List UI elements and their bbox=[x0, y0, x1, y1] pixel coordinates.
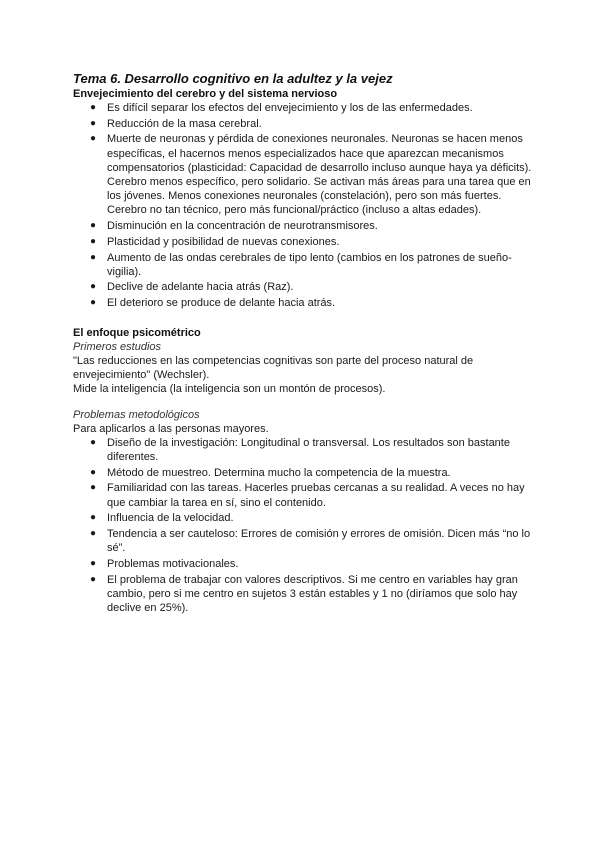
bullet-icon: ● bbox=[90, 220, 97, 232]
list-item: ● Diseño de la investigación: Longitudinal o transversal. Los resultados son bastante diferentes. bbox=[90, 436, 510, 464]
list-item: ● Tendencia a ser cauteloso: Errores de comisión y errores de omisión. Dicen más “no lo sé”. bbox=[90, 528, 531, 555]
list-item: ● Aumento de las ondas cerebrales de tipo lento (cambios en los patrones de sueño-vigilia). bbox=[90, 251, 512, 278]
list-item: ● Es difícil separar los efectos del envejecimiento y los de las enfermedades. bbox=[90, 102, 473, 114]
page-title: Tema 6. Desarrollo cognitivo en la adultez y la vejez bbox=[73, 71, 393, 86]
methodological-problems-list bbox=[73, 436, 533, 615]
list-item: ● Método de muestreo. Determina mucho la competencia de la muestra. bbox=[90, 466, 451, 479]
document-content bbox=[73, 71, 533, 617]
list-item: ● Familiaridad con las tareas. Hacerles pruebas cercanas a su realidad. A veces no hay que cambiar la tarea en sí, sino el contenido. bbox=[90, 482, 525, 509]
brain-aging-list bbox=[73, 101, 533, 310]
bullet-icon: ● bbox=[90, 512, 97, 524]
paragraph-wechsler-quote: "Las reducciones en las competencias cognitivas son parte del proceso natural de envejecimiento" (Wechsler). bbox=[73, 354, 474, 381]
bullet-icon: ● bbox=[90, 528, 97, 540]
list-item: ● Disminución en la concentración de neurotransmisores. bbox=[90, 220, 378, 233]
spacer bbox=[73, 312, 533, 326]
spacer bbox=[73, 396, 533, 408]
list-item: ● Declive de adelante hacia atrás (Raz). bbox=[90, 281, 294, 294]
bullet-icon: ● bbox=[90, 235, 97, 247]
subheading-methodological-problems: Problemas metodológicos bbox=[73, 408, 200, 421]
bullet-icon: ● bbox=[90, 482, 97, 494]
bullet-icon: ● bbox=[90, 133, 97, 145]
bullet-icon: ● bbox=[90, 117, 97, 129]
bullet-icon: ● bbox=[90, 466, 97, 478]
list-item: ● Influencia de la velocidad. bbox=[90, 512, 234, 525]
bullet-icon: ● bbox=[90, 297, 97, 309]
bullet-icon: ● bbox=[90, 251, 97, 263]
section-heading-psychometric: El enfoque psicométrico bbox=[73, 326, 201, 339]
bullet-icon: ● bbox=[90, 102, 97, 113]
paragraph-intelligence: Mide la inteligencia (la inteligencia son un montón de procesos). bbox=[73, 382, 386, 395]
section-heading-brain: Envejecimiento del cerebro y del sistema nervioso bbox=[73, 88, 338, 100]
paragraph-apply-elderly: Para aplicarlos a las personas mayores. bbox=[73, 422, 269, 435]
bullet-icon: ● bbox=[90, 557, 97, 569]
list-item: ● El deterioro se produce de delante hacia atrás. bbox=[90, 297, 336, 310]
list-item: ● Problemas motivacionales. bbox=[90, 557, 239, 570]
list-item: ● Reducción de la masa cerebral. bbox=[90, 117, 262, 130]
list-item: ● El problema de trabajar con valores descriptivos. Si me centro en variables hay gran cambio, pero si me centro en sujetos 3 están estables y 1 no (diríamos que solo hay declive en 25%). bbox=[90, 573, 518, 615]
bullet-icon: ● bbox=[90, 436, 97, 448]
bullet-icon: ● bbox=[90, 281, 97, 293]
list-item: ● Muerte de neuronas y pérdida de conexiones neuronales. Neuronas se hacen menos específicas, el hacernos menos especializados hace que aparezcan mecanismos compensatorios (plasticidad: Capacidad de desarrollo incluso aunque haya ya déficits). Cerebro menos específico, pero solidario. Se activan más áreas para una tarea que en los jóvenes. Menos conexiones neuronales (constelación), pero son más fuertes. Cerebro no tan técnico, pero más funcional/práctico (incluso a altas edades). bbox=[90, 133, 532, 217]
list-item: ● Plasticidad y posibilidad de nuevas conexiones. bbox=[90, 235, 340, 248]
bullet-icon: ● bbox=[90, 573, 97, 585]
subheading-first-studies: Primeros estudios bbox=[73, 340, 162, 353]
